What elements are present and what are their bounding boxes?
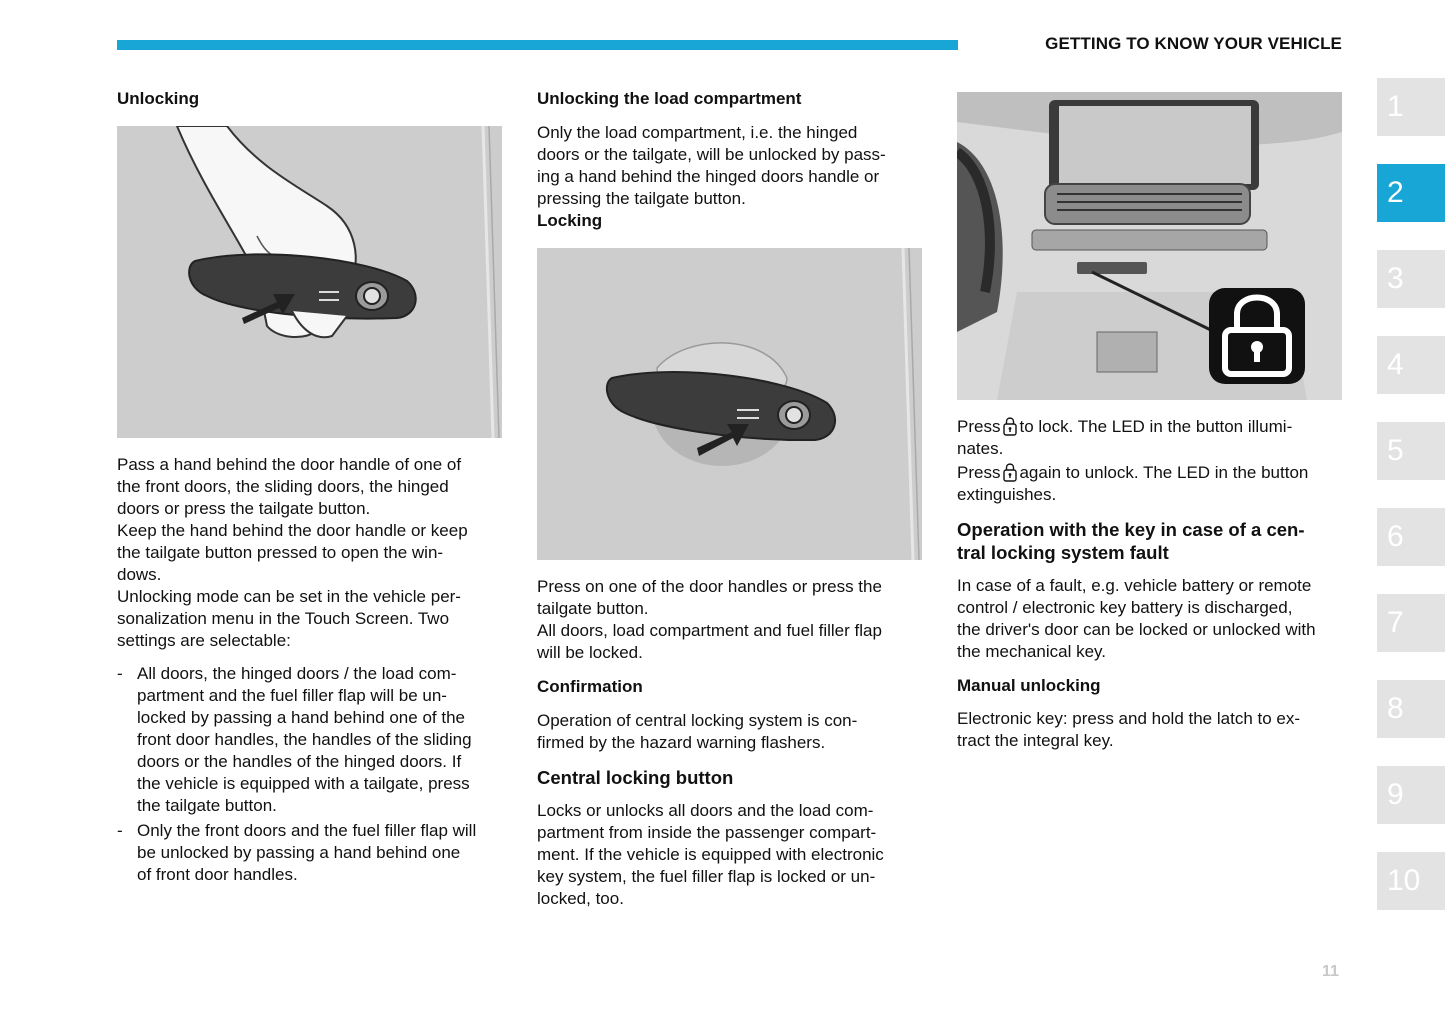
heading-unlocking: Unlocking [117,89,200,108]
paragraph: Press on one of the door handles or press the tailgate button. [537,577,882,618]
heading-unlocking-load-compartment: Unlocking the load compartment [537,89,802,108]
paragraph: Locks or unlocks all doors and the load com- partment from inside the passenger compart- ment. If the vehicle is equipped with electronic key system, the fuel filler flap is locked or un- locked, too. [537,801,884,908]
figure-door-handle-hand [117,126,502,438]
heading-key-operation-fault: Operation with the key in case of a cen- tral locking system fault [957,519,1305,563]
paragraph: Press again to unlock. The LED in the button extinguishes. [957,463,1309,504]
paragraph: Pass a hand behind the door handle of one of the front doors, the sliding doors, the hinged doors or press the tailgate button. [117,455,462,518]
paragraph: Electronic key: press and hold the latch to ex- tract the integral key. [957,709,1301,750]
column-unlocking [117,88,505,886]
dashboard-illustration [957,92,1342,400]
column-load-compartment [537,88,925,910]
door-handle-press-illustration [537,248,922,560]
figure-dashboard-lock-button [957,92,1342,400]
paragraph: Operation of central locking system is con- firmed by the hazard warning flashers. [537,711,858,752]
heading-manual-unlocking: Manual unlocking [957,676,1101,695]
paragraph: Unlocking mode can be set in the vehicle per- sonalization menu in the Touch Screen. Two settings are selectable: [117,587,461,650]
lock-icon [1003,416,1017,436]
heading-confirmation: Confirmation [537,677,643,696]
chapter-tab-9[interactable]: 9 [1377,766,1445,824]
paragraph: Keep the hand behind the door handle or keep the tailgate button pressed to open the win- dows. [117,521,468,584]
chapter-tab-3[interactable]: 3 [1377,250,1445,308]
chapter-tab-10[interactable]: 10 [1377,852,1445,910]
column-central-locking [957,88,1345,752]
heading-locking: Locking [537,211,603,230]
page-number: 11 [1322,963,1339,980]
list-item: - All doors, the hinged doors / the load com- partment and the fuel filler flap will be un- locked by passing a hand behind one of the front door handles, the handles of the sliding doors or the handles of the hinged doors. If the vehicle is equipped with a tailgate, press the tailgate button. [117,664,472,815]
figure-door-handle-press [537,248,922,560]
paragraph: In case of a fault, e.g. vehicle battery or remote control / electronic key battery is discharged, the driver's door can be locked or unlocked with the mechanical key. [957,576,1316,661]
chapter-tab-4[interactable]: 4 [1377,336,1445,394]
chapter-tab-5[interactable]: 5 [1377,422,1445,480]
chapter-tab-8[interactable]: 8 [1377,680,1445,738]
chapter-tab-7[interactable]: 7 [1377,594,1445,652]
door-handle-hand-illustration [117,126,502,438]
chapter-tab-2[interactable]: 2 [1377,164,1445,222]
chapter-tab-1[interactable]: 1 [1377,78,1445,136]
paragraph: Only the load compartment, i.e. the hinged doors or the tailgate, will be unlocked by pass- ing a hand behind the hinged doors handle or pressing the tailgate button. [537,123,886,208]
section-title: GETTING TO KNOW YOUR VEHICLE [1045,34,1342,53]
lock-icon [1003,462,1017,482]
paragraph: Press to lock. The LED in the button illumi- nates. [957,417,1293,458]
chapter-tab-6[interactable]: 6 [1377,508,1445,566]
header-accent-bar [117,40,958,50]
paragraph: All doors, load compartment and fuel filler flap will be locked. [537,621,882,662]
list-item: - Only the front doors and the fuel filler flap will be unlocked by passing a hand behind one of front door handles. [117,821,477,884]
heading-central-locking-button: Central locking button [537,767,734,788]
unlocking-settings-list [117,663,505,886]
